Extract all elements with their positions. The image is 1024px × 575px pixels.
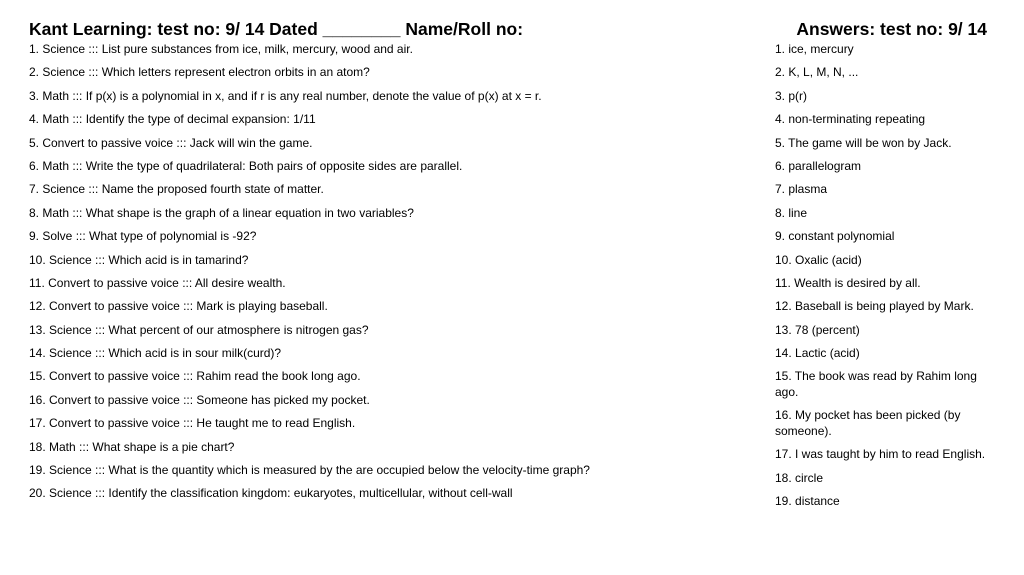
answer-item: 14. Lactic (acid) xyxy=(775,346,860,361)
question-item: 11. Convert to passive voice ::: All desire wealth. xyxy=(29,275,286,290)
answer-item: 6. parallelogram xyxy=(775,158,862,173)
question-item: 16. Convert to passive voice ::: Someone has picked my pocket. xyxy=(29,392,370,407)
question-item: 15. Convert to passive voice ::: Rahim read the book long ago. xyxy=(29,369,361,384)
answer-item: 7. plasma xyxy=(775,182,828,197)
answer-item: 9. constant polynomial xyxy=(775,229,895,244)
question-item: 8. Math ::: What shape is the graph of a linear equation in two variables? xyxy=(29,205,414,220)
answer-item: 1. ice, mercury xyxy=(775,42,854,56)
question-item: 9. Solve ::: What type of polynomial is -92? xyxy=(29,229,257,244)
question-item: 10. Science ::: Which acid is in tamarind? xyxy=(29,252,249,267)
question-item: 12. Convert to passive voice ::: Mark is playing baseball. xyxy=(29,299,328,314)
answer-item: 19. distance xyxy=(775,494,840,509)
question-item: 7. Science ::: Name the proposed fourth state of matter. xyxy=(29,182,324,197)
question-item: 19. Science ::: What is the quantity which is measured by the are occupied below the velocity-time graph? xyxy=(29,463,590,478)
answer-item: 15. The book was read by Rahim long ago. xyxy=(775,369,977,399)
question-item: 4. Math ::: Identify the type of decimal expansion: 1/11 xyxy=(29,112,316,127)
answers-heading: Answers: test no: 9/ 14 xyxy=(796,19,987,39)
question-item: 20. Science ::: Identify the classification kingdom: eukaryotes, multicellular, without cell-wall xyxy=(29,486,513,501)
questions-column xyxy=(29,17,749,510)
test-heading: Kant Learning: test no: 9/ 14 Dated ________ Name/Roll no: xyxy=(29,19,524,39)
question-item: 2. Science ::: Which letters represent electron orbits in an atom? xyxy=(29,65,370,80)
answer-item: 3. p(r) xyxy=(775,88,808,103)
answer-item: 5. The game will be won by Jack. xyxy=(775,135,952,150)
answer-item: 17. I was taught by him to read English. xyxy=(775,447,986,462)
answer-item: 4. non-terminating repeating xyxy=(775,112,926,127)
answer-item: 16. My pocket has been picked (by someone). xyxy=(775,408,961,438)
answer-item: 2. K, L, M, N, ... xyxy=(775,65,859,80)
question-item: 17. Convert to passive voice ::: He taught me to read English. xyxy=(29,416,356,431)
answer-item: 11. Wealth is desired by all. xyxy=(775,275,921,290)
answer-item: 8. line xyxy=(775,205,808,220)
answers-column xyxy=(775,17,987,517)
question-item: 5. Convert to passive voice ::: Jack will win the game. xyxy=(29,135,313,150)
answer-item: 18. circle xyxy=(775,470,824,485)
question-item: 6. Math ::: Write the type of quadrilateral: Both pairs of opposite sides are parallel. xyxy=(29,158,463,173)
question-item: 1. Science ::: List pure substances from ice, milk, mercury, wood and air. xyxy=(29,42,413,56)
answer-list xyxy=(775,42,987,510)
answer-item: 12. Baseball is being played by Mark. xyxy=(775,299,974,314)
question-item: 14. Science ::: Which acid is in sour milk(curd)? xyxy=(29,346,282,361)
question-item: 3. Math ::: If p(x) is a polynomial in x, and if r is any real number, denote the value of p(x) at x = r. xyxy=(29,88,542,103)
question-list xyxy=(29,42,749,510)
answer-item: 10. Oxalic (acid) xyxy=(775,252,862,267)
answer-item: 13. 78 (percent) xyxy=(775,322,860,337)
question-item: 18. Math ::: What shape is a pie chart? xyxy=(29,439,235,454)
question-item: 13. Science ::: What percent of our atmosphere is nitrogen gas? xyxy=(29,322,369,337)
